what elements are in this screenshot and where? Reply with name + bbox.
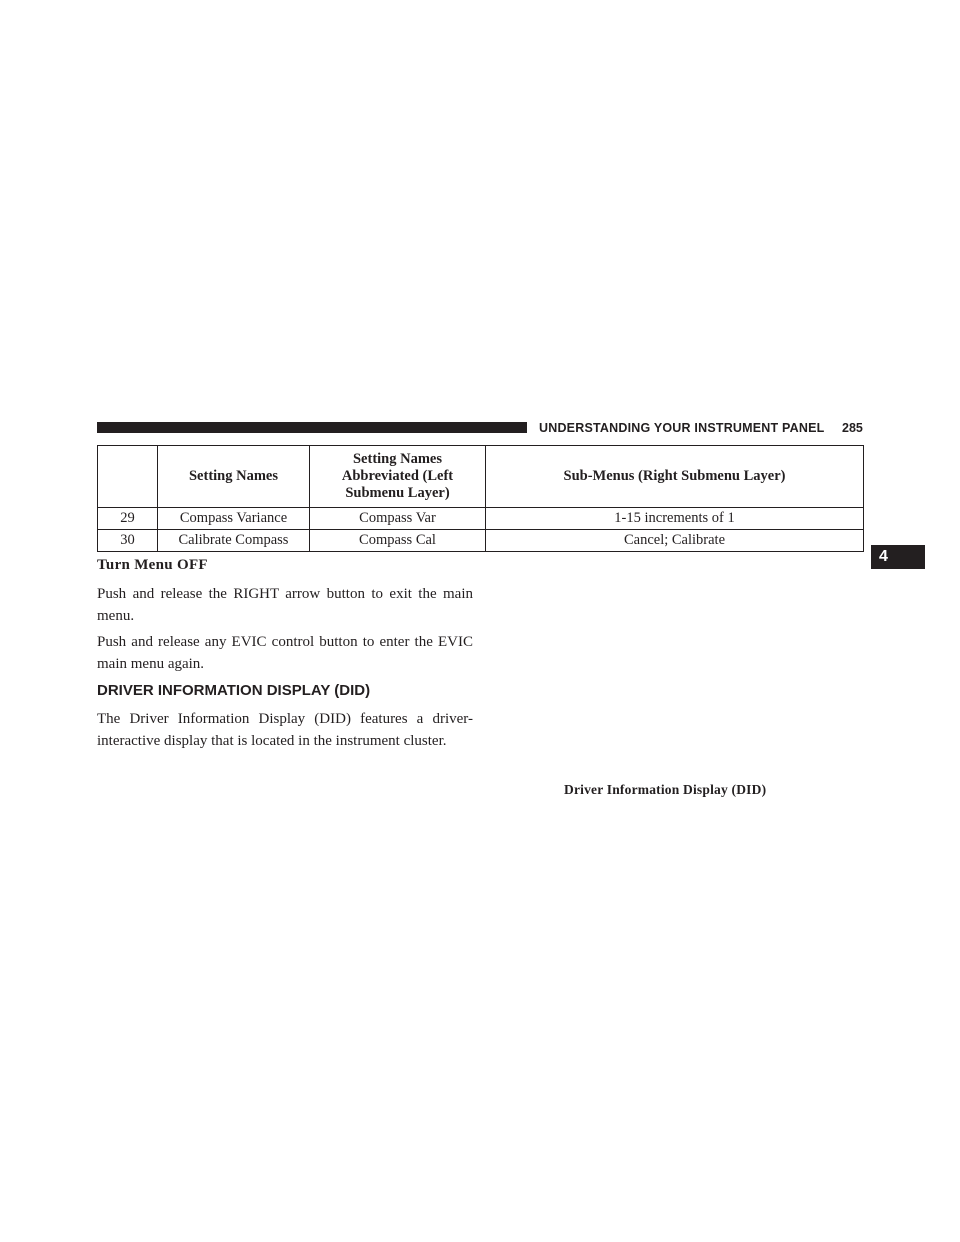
table-row [98,530,864,552]
sub-menu-options: 1-15 increments of 1 [486,508,864,530]
setting-abbreviation: Compass Cal [310,530,486,552]
sub-menu-options: Cancel; Calibrate [486,530,864,552]
row-number: 30 [98,530,158,552]
header-rule-bar [97,422,527,433]
table-header-row [98,446,864,508]
table-row [98,508,864,530]
column-header-setting-names: Setting Names [158,446,310,508]
turn-menu-off-heading: Turn Menu OFF [97,557,208,573]
running-title: UNDERSTANDING YOUR INSTRUMENT PANEL [539,421,825,435]
setting-abbreviation: Compass Var [310,508,486,530]
column-header-abbreviated: Setting Names Abbreviated (Left Submenu Layer) [310,446,486,508]
column-header-sub-menus: Sub-Menus (Right Submenu Layer) [486,446,864,508]
setting-name: Compass Variance [158,508,310,530]
section-heading-did: DRIVER INFORMATION DISPLAY (DID) [97,682,371,699]
setting-name: Calibrate Compass [158,530,310,552]
page-number: 285 [842,421,863,435]
paragraph-did-description: The Driver Information Display (DID) features a driver-interactive display that is located in the instrument cluster. [97,711,473,749]
paragraph-enter-menu: Push and release any EVIC control button to enter the EVIC main menu again. [97,634,473,672]
row-number: 29 [98,508,158,530]
figure-caption: Driver Information Display (DID) [564,782,767,797]
paragraph-exit-menu: Push and release the RIGHT arrow button to exit the main menu. [97,586,473,624]
settings-table [97,445,864,552]
chapter-tab: 4 [871,545,925,569]
column-header-number [98,446,158,508]
